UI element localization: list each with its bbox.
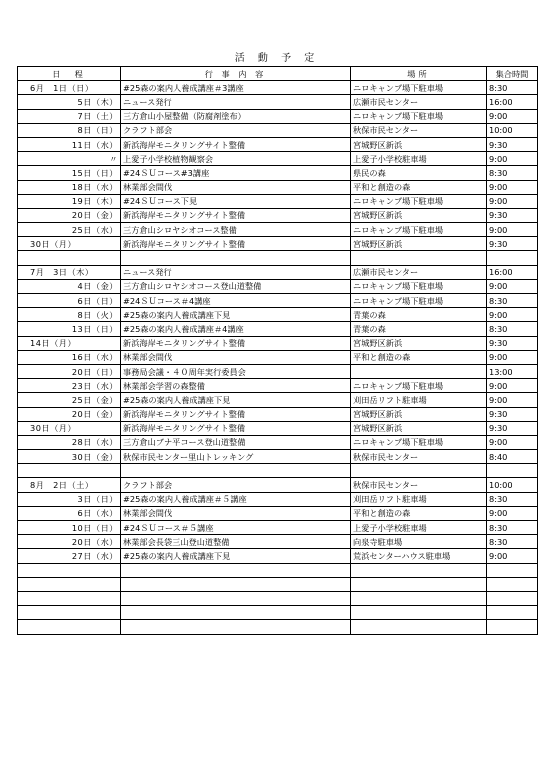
time-cell: 9:00: [487, 152, 538, 166]
date-cell: 15日（日）: [18, 166, 121, 180]
place-cell: ニロキャンプ場下駐車場: [351, 279, 487, 293]
place-cell: 宮城野区新浜: [351, 407, 487, 421]
event-cell: 林業部会間伐: [121, 180, 351, 194]
event-cell: 三方倉山シロヤシオコース登山道整備: [121, 279, 351, 293]
event-cell: #24ＳＵコース下見: [121, 194, 351, 208]
place-cell: [351, 591, 487, 605]
event-cell: #25森の案内人養成講座＃５講座: [121, 492, 351, 506]
time-cell: [487, 591, 538, 605]
table-row: [18, 563, 538, 577]
table-row: [18, 577, 538, 591]
date-cell: 13日（日）: [18, 322, 121, 336]
event-cell: 三方倉山小屋整備（防腐剤塗布）: [121, 109, 351, 123]
date-cell: 14日（月）: [18, 336, 121, 350]
event-cell: #25森の案内人養成講座下見: [121, 308, 351, 322]
event-cell: ニュース発行: [121, 265, 351, 279]
event-cell: [121, 251, 351, 265]
date-cell: 23日（水）: [18, 379, 121, 393]
time-cell: 9:00: [487, 393, 538, 407]
time-cell: 10:00: [487, 123, 538, 137]
place-cell: 上愛子小学校駐車場: [351, 521, 487, 535]
place-cell: [351, 364, 487, 378]
table-row: [18, 152, 538, 166]
event-cell: 三方倉山シロヤシオコース整備: [121, 223, 351, 237]
event-cell: 新浜海岸モニタリングサイト整備: [121, 137, 351, 151]
time-cell: [487, 563, 538, 577]
time-cell: 9:00: [487, 379, 538, 393]
date-cell: 28日（水）: [18, 435, 121, 449]
table-row: [18, 549, 538, 563]
event-cell: 事務局会議・４０周年実行委員会: [121, 364, 351, 378]
place-cell: 広瀬市民センター: [351, 265, 487, 279]
place-cell: 刈田岳リフト駐車場: [351, 393, 487, 407]
header-time: 集合時間: [487, 67, 538, 81]
table-row: [18, 350, 538, 364]
date-cell: 8日（日）: [18, 123, 121, 137]
time-cell: 9:30: [487, 208, 538, 222]
table-row: [18, 166, 538, 180]
time-cell: 9:00: [487, 223, 538, 237]
place-cell: 青葉の森: [351, 322, 487, 336]
date-cell: 5日（木）: [18, 95, 121, 109]
place-cell: 宮城野区新浜: [351, 208, 487, 222]
place-cell: ニロキャンプ場下駐車場: [351, 194, 487, 208]
date-cell: 〃: [18, 152, 121, 166]
table-row: [18, 137, 538, 151]
event-cell: #25森の案内人養成講座下見: [121, 393, 351, 407]
event-cell: [121, 591, 351, 605]
table-row: [18, 237, 538, 251]
date-cell: [18, 577, 121, 591]
table-row: [18, 450, 538, 464]
time-cell: 9:00: [487, 549, 538, 563]
place-cell: 秋保市民センター: [351, 478, 487, 492]
time-cell: 9:00: [487, 308, 538, 322]
date-cell: 8月 2日（土）: [18, 478, 121, 492]
time-cell: 9:00: [487, 109, 538, 123]
time-cell: 8:40: [487, 450, 538, 464]
event-cell: [121, 620, 351, 634]
table-row: [18, 223, 538, 237]
date-cell: [18, 591, 121, 605]
event-cell: #24ＳＵコース＃4講座: [121, 294, 351, 308]
table-row: [18, 208, 538, 222]
date-cell: 10日（日）: [18, 521, 121, 535]
place-cell: 平和と創造の森: [351, 506, 487, 520]
date-cell: 30日（月）: [18, 421, 121, 435]
time-cell: 8:30: [487, 322, 538, 336]
schedule-table: [17, 66, 538, 635]
place-cell: 県民の森: [351, 166, 487, 180]
header-place: 場所: [351, 67, 487, 81]
time-cell: [487, 464, 538, 478]
table-row: [18, 81, 538, 95]
event-cell: 新浜海岸モニタリングサイト整備: [121, 208, 351, 222]
place-cell: [351, 251, 487, 265]
place-cell: 荒浜センターハウス駐車場: [351, 549, 487, 563]
place-cell: ニロキャンプ場下駐車場: [351, 81, 487, 95]
date-cell: [18, 606, 121, 620]
table-row: [18, 123, 538, 137]
date-cell: [18, 251, 121, 265]
date-cell: 6日（水）: [18, 506, 121, 520]
table-row: [18, 478, 538, 492]
event-cell: [121, 606, 351, 620]
date-cell: [18, 563, 121, 577]
table-row: [18, 279, 538, 293]
time-cell: 9:00: [487, 279, 538, 293]
table-row: [18, 421, 538, 435]
event-cell: 秋保市民センター里山トレッキング: [121, 450, 351, 464]
time-cell: 9:00: [487, 435, 538, 449]
table-row: [18, 393, 538, 407]
event-cell: #24ＳＵコース＃５講座: [121, 521, 351, 535]
page-title: 活 動 予 定: [234, 53, 320, 64]
time-cell: 16:00: [487, 265, 538, 279]
place-cell: [351, 464, 487, 478]
date-cell: 25日（水）: [18, 223, 121, 237]
table-row: [18, 606, 538, 620]
place-cell: ニロキャンプ場下駐車場: [351, 379, 487, 393]
date-cell: 4日（金）: [18, 279, 121, 293]
event-cell: クラフト部会: [121, 478, 351, 492]
table-row: [18, 336, 538, 350]
place-cell: 宮城野区新浜: [351, 421, 487, 435]
event-cell: [121, 577, 351, 591]
place-cell: 青葉の森: [351, 308, 487, 322]
time-cell: [487, 606, 538, 620]
event-cell: #25森の案内人養成講座下見: [121, 549, 351, 563]
date-cell: 8日（火）: [18, 308, 121, 322]
time-cell: 9:30: [487, 407, 538, 421]
time-cell: 8:30: [487, 294, 538, 308]
time-cell: 9:00: [487, 180, 538, 194]
event-cell: 林業部会間伐: [121, 506, 351, 520]
event-cell: 林業部会長袋三山登山道整備: [121, 535, 351, 549]
event-cell: 上愛子小学校植物観察会: [121, 152, 351, 166]
table-row: [18, 180, 538, 194]
place-cell: ニロキャンプ場下駐車場: [351, 109, 487, 123]
date-cell: 7日（土）: [18, 109, 121, 123]
time-cell: 10:00: [487, 478, 538, 492]
event-cell: #24ＳＵコース#3講座: [121, 166, 351, 180]
place-cell: ニロキャンプ場下駐車場: [351, 435, 487, 449]
event-cell: 新浜海岸モニタリングサイト整備: [121, 237, 351, 251]
event-cell: 林業部会間伐: [121, 350, 351, 364]
table-row: [18, 308, 538, 322]
place-cell: 向泉寺駐車場: [351, 535, 487, 549]
time-cell: 9:00: [487, 350, 538, 364]
header-event: 行 事 内 容: [121, 67, 351, 81]
date-cell: 30日（金）: [18, 450, 121, 464]
schedule-body: [18, 81, 538, 634]
event-cell: #25森の案内人養成講座＃4講座: [121, 322, 351, 336]
place-cell: 平和と創造の森: [351, 350, 487, 364]
date-cell: [18, 620, 121, 634]
date-cell: 27日（水）: [18, 549, 121, 563]
event-cell: [121, 563, 351, 577]
place-cell: 上愛子小学校駐車場: [351, 152, 487, 166]
date-cell: 19日（木）: [18, 194, 121, 208]
time-cell: 9:30: [487, 137, 538, 151]
table-row: [18, 506, 538, 520]
event-cell: ニュース発行: [121, 95, 351, 109]
event-cell: [121, 464, 351, 478]
table-row: [18, 95, 538, 109]
event-cell: #25森の案内人養成講座＃3講座: [121, 81, 351, 95]
date-cell: 7月 3日（木）: [18, 265, 121, 279]
time-cell: 9:30: [487, 421, 538, 435]
place-cell: 広瀬市民センター: [351, 95, 487, 109]
place-cell: 宮城野区新浜: [351, 237, 487, 251]
date-cell: 20日（水）: [18, 535, 121, 549]
table-row: [18, 322, 538, 336]
table-row: [18, 492, 538, 506]
table-row: [18, 251, 538, 265]
time-cell: 9:30: [487, 237, 538, 251]
event-cell: 新浜海岸モニタリングサイト整備: [121, 407, 351, 421]
event-cell: 林業部会学習の森整備: [121, 379, 351, 393]
table-row: [18, 535, 538, 549]
table-row: [18, 521, 538, 535]
place-cell: 平和と創造の森: [351, 180, 487, 194]
date-cell: 20日（日）: [18, 364, 121, 378]
date-cell: 18日（水）: [18, 180, 121, 194]
header-date: 日 程: [18, 67, 121, 81]
place-cell: 刈田岳リフト駐車場: [351, 492, 487, 506]
time-cell: 8:30: [487, 81, 538, 95]
date-cell: 16日（水）: [18, 350, 121, 364]
time-cell: 9:00: [487, 506, 538, 520]
table-row: [18, 379, 538, 393]
time-cell: 8:30: [487, 535, 538, 549]
time-cell: [487, 620, 538, 634]
table-row: [18, 364, 538, 378]
place-cell: ニロキャンプ場下駐車場: [351, 223, 487, 237]
place-cell: [351, 577, 487, 591]
table-row: [18, 194, 538, 208]
table-row: [18, 407, 538, 421]
date-cell: [18, 464, 121, 478]
table-row: [18, 109, 538, 123]
place-cell: [351, 563, 487, 577]
time-cell: 9:30: [487, 336, 538, 350]
date-cell: 6日（日）: [18, 294, 121, 308]
date-cell: 20日（金）: [18, 208, 121, 222]
time-cell: 8:30: [487, 492, 538, 506]
table-header-row: [18, 67, 538, 81]
event-cell: 新浜海岸モニタリングサイト整備: [121, 336, 351, 350]
time-cell: 8:30: [487, 166, 538, 180]
table-row: [18, 620, 538, 634]
table-row: [18, 265, 538, 279]
place-cell: 秋保市民センター: [351, 450, 487, 464]
place-cell: ニロキャンプ場下駐車場: [351, 294, 487, 308]
time-cell: [487, 577, 538, 591]
event-cell: クラフト部会: [121, 123, 351, 137]
time-cell: 8:30: [487, 521, 538, 535]
table-row: [18, 591, 538, 605]
place-cell: 秋保市民センター: [351, 123, 487, 137]
time-cell: 9:00: [487, 194, 538, 208]
event-cell: 新浜海岸モニタリングサイト整備: [121, 421, 351, 435]
event-cell: 三方倉山ブナ平コース登山道整備: [121, 435, 351, 449]
table-row: [18, 464, 538, 478]
date-cell: 20日（金）: [18, 407, 121, 421]
date-cell: 11日（水）: [18, 137, 121, 151]
time-cell: 16:00: [487, 95, 538, 109]
date-cell: 30日（月）: [18, 237, 121, 251]
time-cell: [487, 251, 538, 265]
date-cell: 3日（日）: [18, 492, 121, 506]
place-cell: 宮城野区新浜: [351, 137, 487, 151]
date-cell: 25日（金）: [18, 393, 121, 407]
time-cell: 13:00: [487, 364, 538, 378]
place-cell: [351, 620, 487, 634]
table-row: [18, 435, 538, 449]
table-row: [18, 294, 538, 308]
date-cell: 6月 1日（日）: [18, 81, 121, 95]
place-cell: [351, 606, 487, 620]
place-cell: 宮城野区新浜: [351, 336, 487, 350]
